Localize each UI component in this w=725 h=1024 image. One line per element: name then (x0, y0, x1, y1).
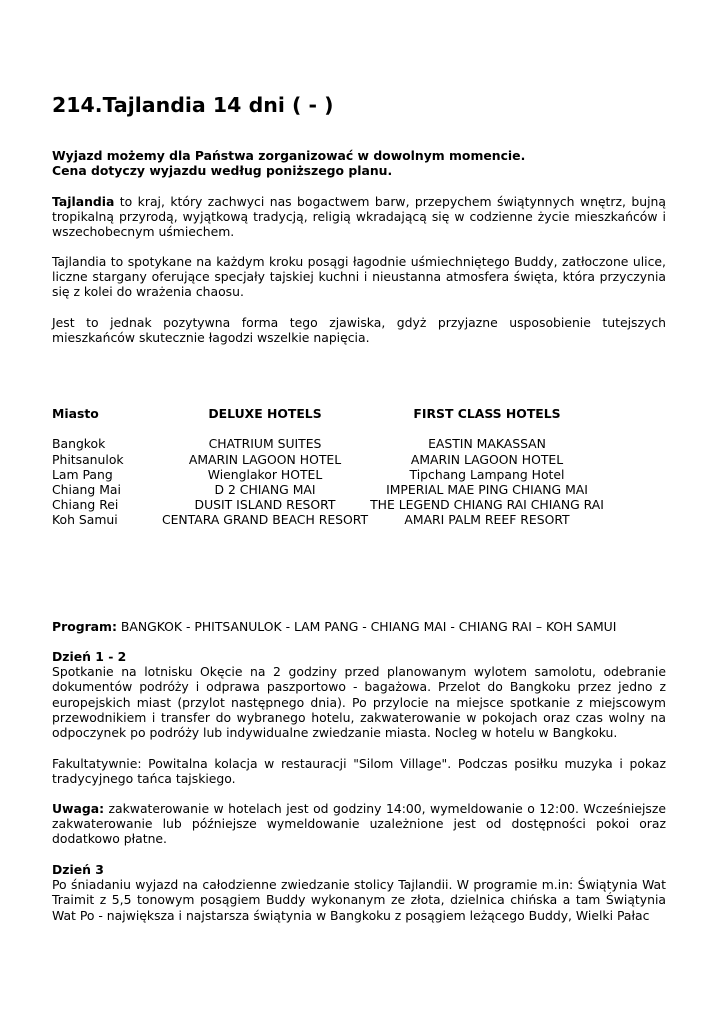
paragraph-2: Tajlandia to spotykane na każdym kroku posągi łagodnie uśmiechniętego Buddy, zatłoczone ulice, liczne stargany oferujące specjały tajskiej kuchni i nieustanna atmosfera święta, która przyczynia się z kolei do wrażenia chaosu. (52, 254, 666, 300)
city-cell: Phitsanulok (52, 451, 124, 467)
header-deluxe: DELUXE HOTELS (208, 406, 322, 421)
table-row (52, 436, 612, 451)
hotels-header-row (52, 406, 612, 421)
table-row (52, 497, 612, 512)
header-city: Miasto (52, 406, 99, 421)
table-row (52, 512, 612, 527)
program-line (52, 619, 666, 634)
first-class-hotel-cell: AMARIN LAGOON HOTEL (410, 451, 564, 467)
day-1-2-section (52, 649, 666, 740)
hotels-table (52, 406, 612, 528)
intro-text: to kraj, który zachwyci nas bogactwem barw, przepychem świątynnych wnętrz, bujną tropikalną przyrodą, wyjątkową tradycją, religią wkradającą się w codzienne życie mieszkańców i wszechobecnym uśmiechem. (52, 194, 666, 240)
day-3-title: Dzień 3 (52, 862, 104, 877)
lead-text (52, 148, 525, 178)
first-class-hotel-cell: EASTIN MAKASSAN (428, 436, 546, 452)
deluxe-hotel-cell: CENTARA GRAND BEACH RESORT (161, 512, 369, 528)
day-1-2-title: Dzień 1 - 2 (52, 649, 127, 664)
day-3-section (52, 862, 666, 923)
city-cell: Chiang Rei (52, 497, 119, 513)
table-row (52, 452, 612, 467)
day-1-2-text: Spotkanie na lotnisku Okęcie na 2 godziny przed planowanym wylotem samolotu, odebranie dokumentów podróży i odprawa paszportowo - bagażowa. Przelot do Bangkoku przez jedno z europejskich miast (przylot następnego dnia). Po przylocie na miejsce spotkanie z miejscowym przewodnikiem i transfer do wybranego hotelu, zakwaterowanie w pokojach oraz czas wolny na odpoczynek po podróży lub indywidualne zwiedzanie miasta. Nocleg w hotelu w Bangkoku. (52, 664, 666, 741)
lead-line-1: Wyjazd możemy dla Państwa zorganizować w dowolnym momencie. (52, 148, 526, 163)
city-cell: Bangkok (52, 436, 106, 452)
city-cell: Koh Samui (52, 512, 118, 528)
note-label: Uwaga: (52, 801, 105, 816)
day-3-text: Po śniadaniu wyjazd na całodzienne zwiedzanie stolicy Tajlandii. W programie m.in: Świątynia Wat Traimit z 5,5 tonowym posągiem Buddy wykonanym ze złota, dzielnica chińska a tam Świątynia Wat Po - największa i najstarsza świątynia w Bangkoku z posągiem leżącego Buddy, Wielki Pałac (52, 877, 666, 923)
optional-paragraph: Fakultatywnie: Powitalna kolacja w restauracji "Silom Village". Podczas posiłku muzyka i pokaz tradycyjnego tańca tajskiego. (52, 756, 666, 787)
deluxe-hotel-cell: D 2 CHIANG MAI (214, 481, 316, 497)
note-text: zakwaterowanie w hotelach jest od godziny 14:00, wymeldowanie o 12:00. Wcześniejsze zakwaterowanie lub późniejsze wymeldowanie uzależnione jest od dostępności pokoi oraz dodatkowo płatne. (52, 801, 666, 847)
deluxe-hotel-cell: AMARIN LAGOON HOTEL (188, 451, 342, 467)
lead-line-2: Cena dotyczy wyjazdu według poniższego planu. (52, 163, 393, 179)
first-class-hotel-cell: IMPERIAL MAE PING CHIANG MAI (386, 481, 588, 497)
intro-paragraph (52, 194, 666, 240)
first-class-hotel-cell: THE LEGEND CHIANG RAI CHIANG RAI (370, 497, 604, 513)
table-row (52, 482, 612, 497)
first-class-hotel-cell: AMARI PALM REEF RESORT (404, 512, 570, 528)
city-cell: Chiang Mai (52, 481, 121, 497)
first-class-hotel-cell: Tipchang Lampang Hotel (409, 466, 565, 482)
page-title: 214.Tajlandia 14 dni ( - ) (52, 93, 334, 117)
deluxe-hotel-cell: DUSIT ISLAND RESORT (194, 497, 336, 513)
deluxe-hotel-cell: CHATRIUM SUITES (208, 436, 322, 452)
city-cell: Lam Pang (52, 466, 113, 482)
deluxe-hotel-cell: Wienglakor HOTEL (207, 466, 323, 482)
note-paragraph (52, 801, 666, 847)
program-label: Program: (52, 619, 117, 634)
header-first-class: FIRST CLASS HOTELS (413, 406, 561, 421)
program-route: BANGKOK - PHITSANULOK - LAM PANG - CHIANG MAI - CHIANG RAI – KOH SAMUI (116, 619, 617, 634)
table-row (52, 467, 612, 482)
intro-bold-word: Tajlandia (52, 194, 115, 209)
paragraph-3: Jest to jednak pozytywna forma tego zjawiska, gdyż przyjazne usposobienie tutejszych mieszkańców skutecznie łagodzi wszelkie napięcia. (52, 315, 666, 346)
